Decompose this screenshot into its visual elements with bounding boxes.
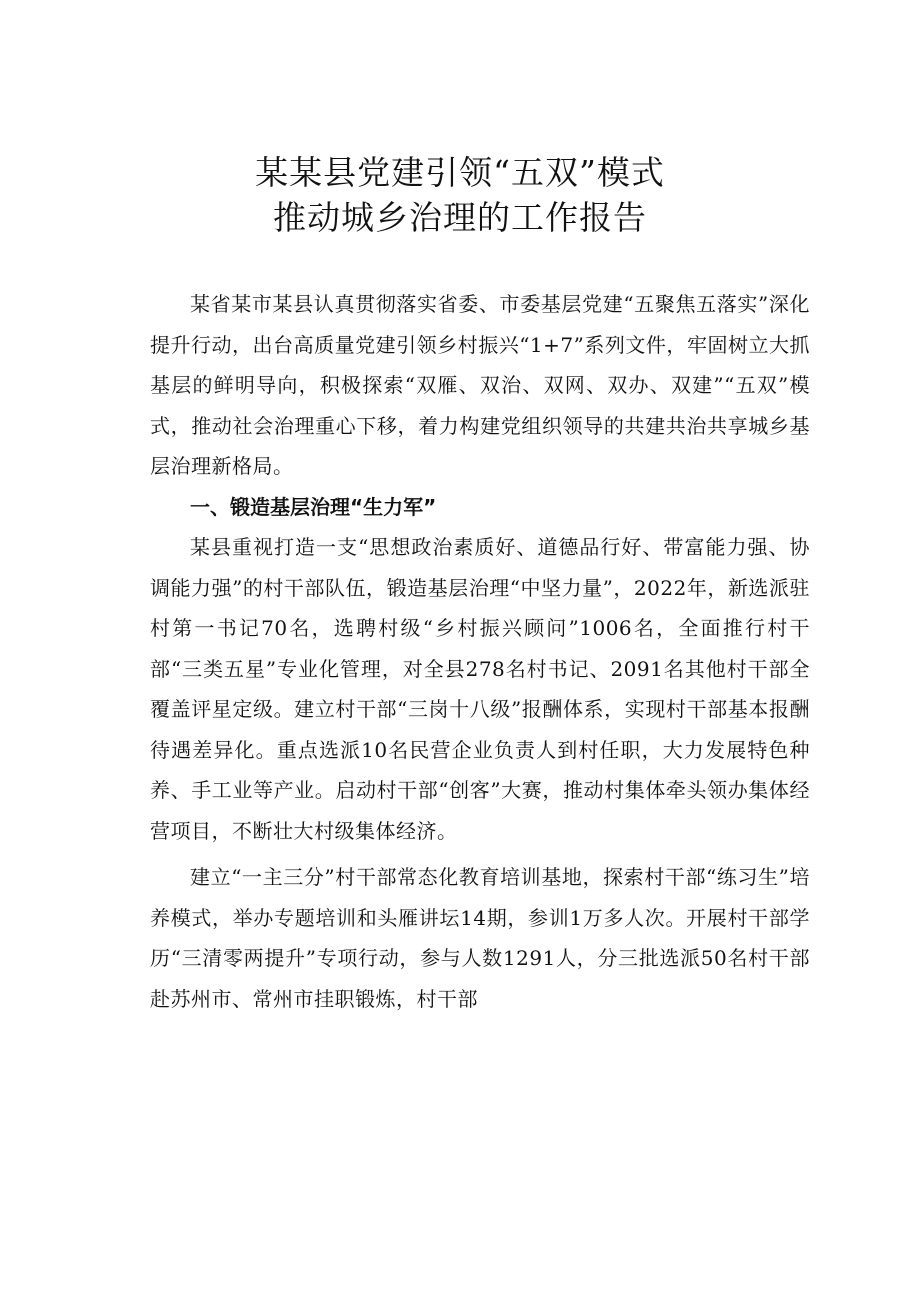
title-line-2: 推动城乡治理的工作报告	[273, 198, 647, 237]
document-title	[0, 150, 920, 240]
section-1-paragraph-2: 建立“一主三分”村干部常态化教育培训基地，探索村干部“练习生”培养模式，举办专题培训和头雁讲坛14期，参训1万多人次。开展村干部学历“三清零两提升”专项行动，参与人数1291人，分三批选派50名村干部赴苏州市、常州市挂职锻炼，村干部	[150, 865, 810, 1011]
intro-paragraph: 某省某市某县认真贯彻落实省委、市委基层党建“五聚焦五落实”深化提升行动，出台高质量党建引领乡村振兴“1+7”系列文件，牢固树立大抓基层的鲜明导向，积极探索“双雁、双治、双网、双办、双建”“五双”模式，推动社会治理重心下移，着力构建党组织领导的共建共治共享城乡基层治理新格局。	[150, 292, 810, 478]
title-line-1: 某某县党建引领“五双”模式	[255, 153, 665, 192]
section-1-paragraph-1: 某县重视打造一支“思想政治素质好、道德品行好、带富能力强、协调能力强”的村干部队伍，锻造基层治理“中坚力量”，2022年，新选派驻村第一书记70名，选聘村级“乡村振兴顾问”1006名，全面推行村干部“三类五星”专业化管理，对全县278名村书记、2091名其他村干部全覆盖评星定级。建立村干部“三岗十八级”报酬体系，实现村干部基本报酬待遇差异化。重点选派10名民营企业负责人到村任职，大力发展特色种养、手工业等产业。启动村干部“创客”大赛，推动村集体牵头领办集体经营项目，不断壮大村级集体经济。	[150, 535, 810, 843]
section-1-heading: 一、锻造基层治理“生力军”	[190, 494, 437, 519]
document-body	[150, 284, 810, 1019]
